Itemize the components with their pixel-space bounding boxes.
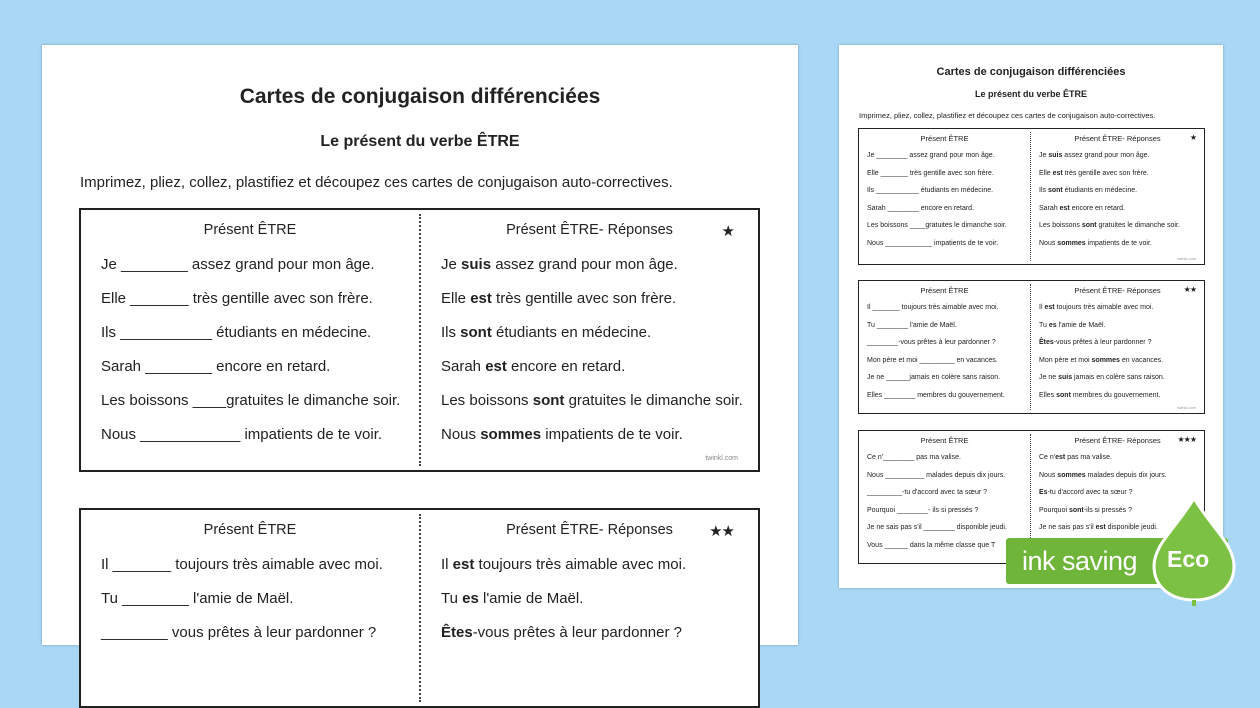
- question-row: Vous ______ dans la même classe que T: [867, 541, 996, 549]
- answer-text: Pourquoi: [1039, 506, 1069, 514]
- answer-text: Je: [1039, 152, 1049, 159]
- answer-verb: es: [462, 590, 479, 607]
- question-row: Mon père et moi _________ en vacances.: [867, 356, 998, 364]
- question-header: Présent ÊTRE: [920, 436, 969, 445]
- answer-row: [441, 556, 752, 590]
- answer-text: étudiants en médecine.: [1062, 187, 1138, 194]
- answer-text: Nous: [1039, 239, 1058, 247]
- answer-row: [441, 590, 752, 624]
- worksheet-page-large: [42, 45, 798, 645]
- question-row: Nous __________ malades depuis dix jours.: [867, 471, 1006, 479]
- question-row: ________-vous prêtes à leur pardonner ?: [867, 339, 996, 346]
- answer-row: [1039, 186, 1202, 204]
- answer-verb: est: [452, 556, 475, 573]
- answer-row: [441, 324, 752, 358]
- answer-row: [1039, 151, 1202, 169]
- answer-text: Elles: [1039, 391, 1057, 399]
- answer-header: Présent ÊTRE- Réponses: [1074, 436, 1161, 445]
- question-list: [867, 151, 1028, 256]
- answer-text: Tu: [1039, 321, 1049, 329]
- question-row: Ce n'________ pas ma valise.: [867, 454, 961, 461]
- answer-text: très gentille avec son frère.: [491, 290, 677, 307]
- answer-text: très gentille avec son frère.: [1062, 169, 1149, 177]
- answer-text: Nous: [441, 426, 481, 443]
- answer-text: toujours très aimable avec moi.: [1054, 304, 1154, 311]
- answer-verb: sont: [1056, 391, 1071, 399]
- question-row: Je ________ assez grand pour mon âge.: [867, 152, 995, 159]
- answer-verb: est: [1044, 304, 1055, 311]
- question-header: Présent ÊTRE: [203, 522, 297, 538]
- answer-verb: est: [1059, 204, 1070, 212]
- card-answer-column: [421, 210, 758, 470]
- answer-text: gratuites le dimanche soir.: [1096, 222, 1180, 229]
- question-row: Nous ____________ impatients de te voir.: [867, 239, 999, 247]
- answer-verb: sont: [1081, 222, 1097, 229]
- difficulty-stars-icon: ★★: [709, 523, 734, 540]
- answer-text: Elle: [441, 290, 471, 307]
- card-question-column: [859, 431, 1030, 563]
- answer-text: Les boissons: [441, 392, 533, 409]
- question-row: Elle _______ très gentille avec son frère.: [867, 169, 994, 177]
- answer-text: assez grand pour mon âge.: [491, 256, 678, 273]
- conjugation-card-small-2: [858, 280, 1205, 414]
- answer-text: l'amie de Maël.: [1056, 321, 1106, 329]
- difficulty-stars-icon: ★: [1189, 133, 1196, 142]
- answer-text: Il: [441, 556, 453, 573]
- conjugation-card-small-1: [858, 128, 1205, 265]
- answer-row: [441, 392, 752, 426]
- conjugation-card-1: [79, 208, 760, 472]
- answer-text: Il: [1039, 304, 1045, 311]
- answer-text: assez grand pour mon âge.: [1062, 152, 1150, 159]
- answer-verb: es: [1048, 321, 1057, 329]
- twinkl-watermark: twinkl.com: [1177, 405, 1196, 410]
- answer-verb: Êtes: [441, 624, 473, 641]
- answer-text: Tu: [441, 590, 463, 607]
- answer-row: [441, 624, 752, 658]
- answer-verb: sommes: [1057, 471, 1086, 479]
- answer-text: membres du gouvernement.: [1070, 391, 1161, 399]
- question-header: Présent ÊTRE: [920, 286, 969, 295]
- answer-list: [1039, 151, 1202, 256]
- answer-verb: sommes: [1057, 239, 1086, 247]
- card-question-column: [859, 129, 1030, 264]
- answer-row: [1039, 471, 1202, 489]
- question-row: Ils ___________ étudiants en médecine.: [867, 187, 994, 194]
- answer-verb: sont: [460, 324, 492, 341]
- answer-row: [1039, 453, 1202, 471]
- answer-verb: suis: [1048, 152, 1063, 159]
- twinkl-watermark: twinkl.com: [1177, 256, 1196, 261]
- instructions: Imprimez, pliez, collez, plastifiez et découpez ces cartes de conjugaison auto-correctives.: [80, 174, 673, 191]
- question-list: [867, 303, 1028, 408]
- question-header: Présent ÊTRE: [920, 134, 969, 143]
- difficulty-stars-icon: ★★: [1183, 285, 1196, 294]
- card-question-column: [859, 281, 1030, 413]
- answer-verb: est: [1052, 169, 1063, 177]
- question-row: Sarah ________ encore en retard.: [101, 358, 331, 375]
- answer-row: [1039, 303, 1202, 321]
- eco-label: Eco: [1167, 546, 1210, 572]
- page-subtitle-small: Le présent du verbe ÊTRE: [974, 89, 1088, 99]
- page-subtitle: Le présent du verbe ÊTRE: [320, 133, 520, 150]
- answer-text: impatients de te voir.: [541, 426, 683, 443]
- card-answer-column: [1031, 129, 1204, 264]
- answer-text: toujours très aimable avec moi.: [474, 556, 687, 573]
- answer-text: -vous prêtes à leur pardonner ?: [1053, 339, 1152, 346]
- answer-text: étudiants en médecine.: [491, 324, 652, 341]
- answer-verb: sommes: [480, 426, 542, 443]
- answer-text: encore en retard.: [506, 358, 626, 375]
- answer-text: malades depuis dix jours.: [1085, 471, 1167, 479]
- question-header: Présent ÊTRE: [203, 222, 297, 238]
- answer-row: [441, 256, 752, 290]
- answer-text: Ils: [1039, 187, 1048, 194]
- instructions-small: Imprimez, pliez, collez, plastifiez et découpez ces cartes de conjugaison auto-correctives.: [859, 111, 1156, 120]
- question-row: ________ vous prêtes à leur pardonner ?: [101, 624, 377, 641]
- answer-row: [1039, 338, 1202, 356]
- answer-verb: sont: [532, 392, 565, 409]
- answer-header: Présent ÊTRE- Réponses: [506, 222, 673, 238]
- question-row: Je ________ assez grand pour mon âge.: [101, 256, 375, 273]
- difficulty-stars-icon: ★: [721, 223, 734, 240]
- answer-list: [441, 556, 752, 658]
- question-row: Elle _______ très gentille avec son frère.: [101, 290, 373, 307]
- answer-header: Présent ÊTRE- Réponses: [1074, 134, 1161, 143]
- card-question-column: [81, 210, 419, 470]
- question-list: [101, 256, 413, 460]
- answer-row: [1039, 356, 1202, 374]
- answer-text: -ils si pressés ?: [1083, 506, 1132, 514]
- page-title-small: Cartes de conjugaison différenciées: [936, 66, 1126, 78]
- answer-list: [1039, 303, 1202, 408]
- twinkl-watermark: twinkl.com: [705, 455, 738, 462]
- question-row: Tu ________ l'amie de Maël.: [867, 321, 957, 329]
- question-row: Les boissons ____gratuites le dimanche soir.: [101, 392, 401, 409]
- question-row: Sarah ________ encore en retard.: [867, 204, 975, 212]
- question-list: [867, 453, 1028, 558]
- answer-list: [441, 256, 752, 460]
- question-row: _________-tu d'accord avec ta sœur ?: [867, 489, 988, 496]
- answer-text: impatients de te voir.: [1085, 239, 1152, 247]
- answer-row: [1039, 373, 1202, 391]
- conjugation-card-2: [79, 508, 760, 708]
- question-row: Je ne ______jamais en colère sans raison.: [867, 374, 1001, 381]
- answer-text: -vous prêtes à leur pardonner ?: [472, 624, 682, 641]
- question-list: [101, 556, 413, 658]
- answer-text: gratuites le dimanche soir.: [564, 392, 743, 409]
- answer-text: Ils: [441, 324, 461, 341]
- question-row: Elles ________ membres du gouvernement.: [867, 391, 1005, 399]
- answer-text: disponible jeudi.: [1105, 524, 1158, 531]
- answer-text: Je: [441, 256, 462, 273]
- question-row: Nous ____________ impatients de te voir.: [101, 426, 383, 443]
- answer-verb: sommes: [1091, 356, 1120, 364]
- question-row: Il _______ toujours très aimable avec moi.: [101, 556, 383, 573]
- question-row: Je ne sais pas s'il ________ disponible jeudi.: [867, 524, 1007, 531]
- answer-verb: sont: [1068, 506, 1084, 514]
- answer-text: Sarah: [441, 358, 486, 375]
- question-row: Ils ___________ étudiants en médecine.: [101, 324, 372, 341]
- answer-verb: Êtes: [1039, 339, 1054, 346]
- answer-text: pas ma valise.: [1065, 454, 1112, 461]
- answer-verb: sont: [1047, 187, 1063, 194]
- answer-text: l'amie de Maël.: [478, 590, 584, 607]
- difficulty-stars-icon: ★★★: [1177, 435, 1196, 444]
- answer-text: en vacances.: [1119, 356, 1164, 364]
- answer-row: [1039, 221, 1202, 239]
- answer-text: Nous: [1039, 471, 1058, 479]
- answer-verb: suis: [1058, 374, 1073, 381]
- question-row: Tu ________ l'amie de Maël.: [101, 590, 294, 607]
- answer-header: Présent ÊTRE- Réponses: [1074, 286, 1161, 295]
- answer-row: [1039, 169, 1202, 187]
- page-title: Cartes de conjugaison différenciées: [239, 85, 601, 108]
- answer-verb: est: [1095, 524, 1106, 531]
- question-row: Les boissons ____gratuites le dimanche soir.: [867, 222, 1007, 229]
- answer-row: [1039, 239, 1202, 257]
- answer-text: -tu d'accord avec ta sœur ?: [1047, 489, 1133, 496]
- answer-text: Elle: [1039, 169, 1053, 177]
- answer-text: jamais en colère sans raison.: [1072, 374, 1165, 381]
- answer-verb: est: [485, 358, 507, 375]
- answer-verb: est: [470, 290, 492, 307]
- answer-text: Je ne sais pas s'il: [1039, 524, 1096, 531]
- answer-row: [1039, 321, 1202, 339]
- answer-verb: Es: [1039, 489, 1048, 496]
- answer-text: encore en retard.: [1069, 204, 1126, 212]
- answer-text: Sarah: [1039, 204, 1060, 212]
- card-question-column: [81, 510, 419, 706]
- card-answer-column: [421, 510, 758, 706]
- answer-text: Les boissons: [1039, 222, 1082, 229]
- answer-verb: est: [1055, 454, 1066, 461]
- question-row: Pourquoi ________- ils si pressés ?: [867, 506, 979, 514]
- ink-saving-label: ink saving: [1022, 546, 1138, 576]
- answer-text: Je ne: [1039, 374, 1059, 381]
- answer-row: [1039, 204, 1202, 222]
- answer-row: [441, 290, 752, 324]
- answer-text: Mon père et moi: [1039, 356, 1092, 364]
- answer-text: Ce n': [1039, 454, 1056, 461]
- question-row: Il _______ toujours très aimable avec moi.: [867, 304, 999, 311]
- card-answer-column: [1031, 281, 1204, 413]
- answer-header: Présent ÊTRE- Réponses: [506, 522, 673, 538]
- answer-row: [441, 358, 752, 392]
- answer-verb: suis: [461, 256, 492, 273]
